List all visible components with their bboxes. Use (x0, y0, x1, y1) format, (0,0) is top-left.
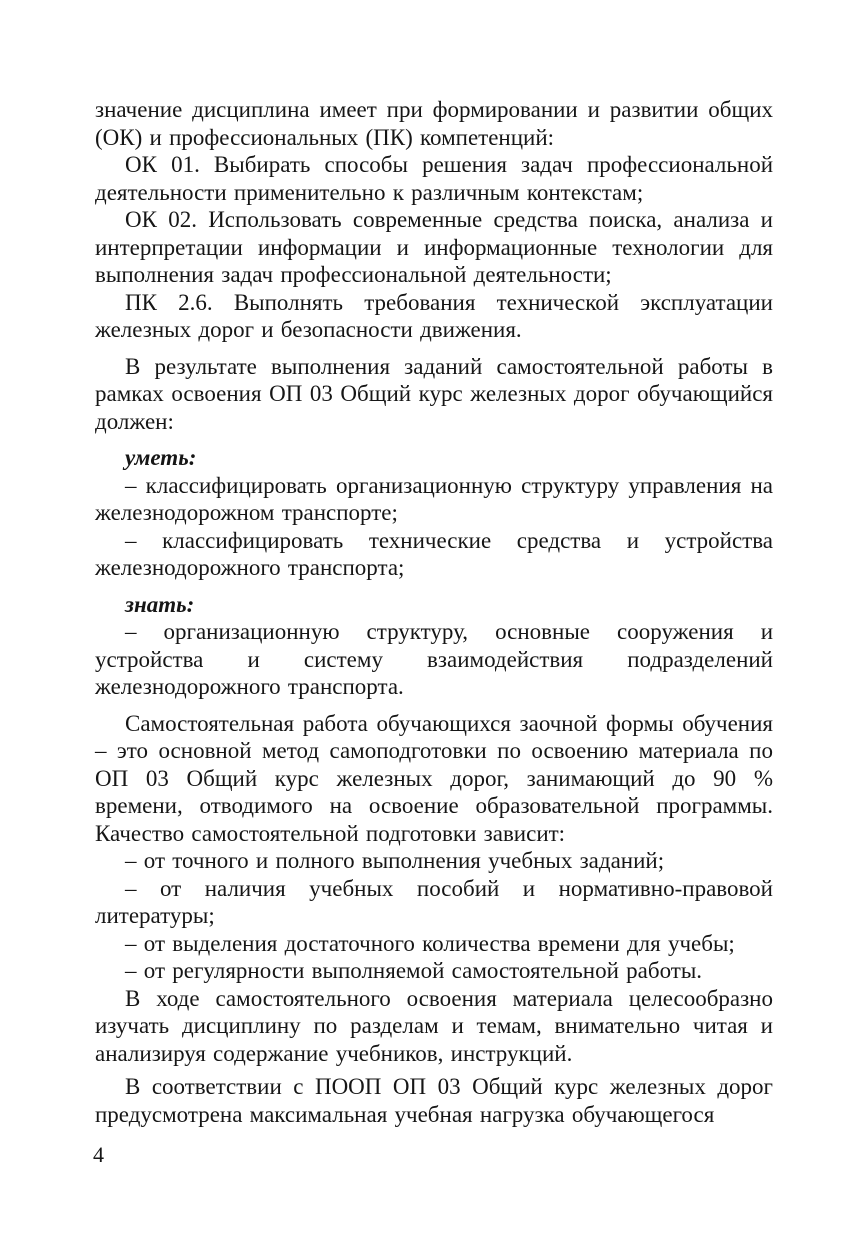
paragraph-results-intro: В результате выполнения заданий самостоятельной работы в рамках освоения ОП 03 Общий курс железных дорог обучающийся должен: (95, 353, 773, 434)
list-item-quality-2: – от наличия учебных пособий и нормативно-правовой литературы; (95, 875, 773, 928)
paragraph-competency-ok-02: ОК 02. Использовать современные средства поиска, анализа и интерпретации информации и информационные технологии для выполнения задач профессиональной деятельности; (95, 207, 773, 287)
list-item-skill-1: – классифицировать организационную структуру управления на железнодорожном транспорте; (95, 472, 773, 525)
paragraph-intro-continuation: значение дисциплина имеет при формировании и развитии общих (ОК) и профессиональных (ПК) компетенций: (95, 97, 773, 150)
list-item-quality-3: – от выделения достаточного количества времени для учебы; (125, 930, 735, 956)
heading-umet: уметь: (125, 445, 197, 470)
paragraph-self-study: Самостоятельная работа обучающихся заочной формы обучения – это основной метод самоподготовки по освоению материала по ОП 03 Общий курс железных дорог, занимающий до 90 % времени, отводимого на освоение образовательной программы. Качество самостоятельной подготовки зависит: (95, 710, 773, 846)
list-item-quality-4: – от регулярности выполняемой самостоятельной работы. (125, 958, 703, 983)
paragraph-poop-workload: В соответствии с ПООП ОП 03 Общий курс железных дорог предусмотрена максимальная учебная нагрузка обучающегося (95, 1074, 773, 1127)
page-number: 4 (93, 1142, 104, 1167)
heading-znat: знать: (125, 591, 195, 617)
paragraph-study-advice: В ходе самостоятельного освоения материала целесообразно изучать дисциплину по разделам и темам, внимательно читая и анализируя содержание учебников, инструкций. (95, 985, 773, 1066)
paragraph-competency-pk-2-6: ПК 2.6. Выполнять требования технической эксплуатации железных дорог и безопасности движения. (95, 289, 773, 342)
page-text-block (95, 96, 773, 1128)
paragraph-competency-ok-01: ОК 01. Выбирать способы решения задач профессиональной деятельности применительно к различным контекстам; (95, 152, 773, 205)
list-item-knowledge-1: – организационную структуру, основные сооружения и устройства и систему взаимодействия подразделений железнодорожного транспорта. (95, 619, 773, 699)
list-item-skill-2: – классифицировать технические средства и устройства железнодорожного транспорта; (95, 527, 773, 580)
list-item-quality-1: – от точного и полного выполнения учебных заданий; (125, 848, 665, 873)
